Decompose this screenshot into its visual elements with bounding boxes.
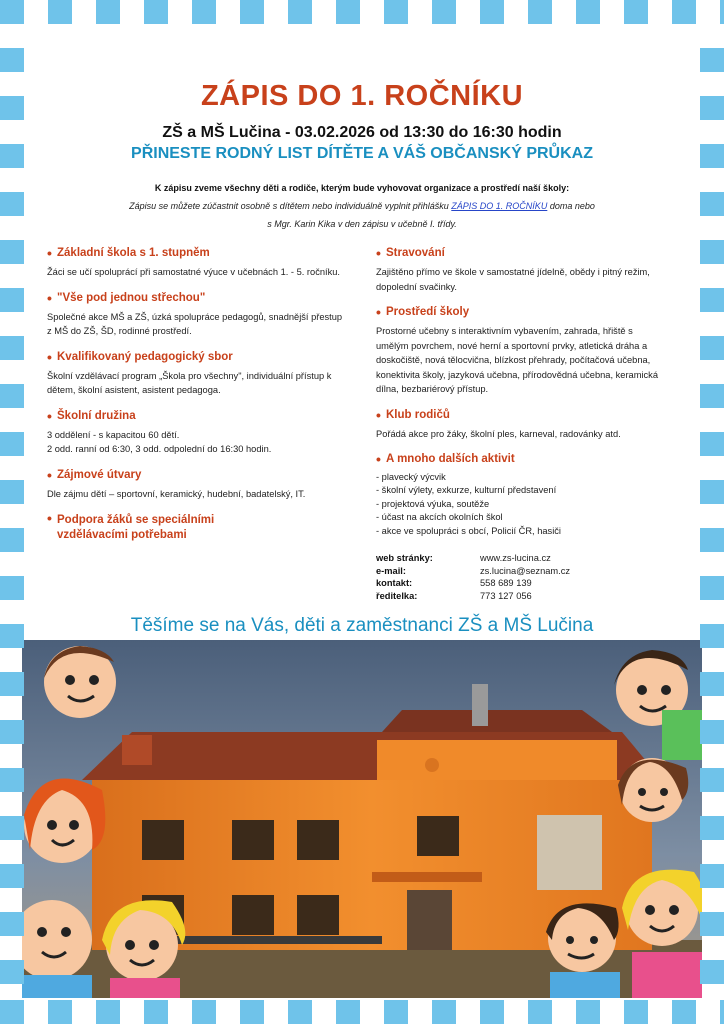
slogan: Těšíme se na Vás, děti a zaměstnanci ZŠ a MŠ Lučina [130,615,594,636]
page-title: ZÁPIS DO 1. ROČNÍKU [200,80,524,112]
list-item: - plavecký výcvik [376,472,446,482]
section-basic-school [47,247,347,280]
section-text: Prostorné učebny s interaktivním vybavením, zahrada, hřiště s umělým povrchem, nové herní a sportovní prvky, atletická dráha a doskočiště, nová tělocvična, blízkost přehrady, počítačová učebna, konektivita školy, jazyková učebna, přírodovědná učebna, keramická dílna, bezbariérový přístup. [376,326,658,394]
section-environment [376,306,666,397]
contact-label: kontakt: [376,578,413,589]
registration-link[interactable]: ZÁPIS DO 1. ROČNÍKU [451,201,548,211]
phone-value: 558 689 139 [480,578,532,589]
section-text: Dle zájmu dětí – sportovní, keramický, hudební, badatelský, IT. [47,488,306,499]
section-qualified-staff [47,351,347,398]
section-after-school [47,410,347,457]
date-subtitle: ZŠ a MŠ Lučina - 03.02.2026 od 13:30 do 16:30 hodin [162,124,562,141]
intro-line-1: K zápisu zveme všechny děti a rodiče, kterým bude vyhovovat organizace a prostředí naší školy: [154,183,570,193]
list-item: - projektová výuka, soutěže [376,498,490,509]
section-heading: • Základní škola s 1. stupněm [47,247,347,259]
right-column [376,247,666,602]
section-heading: • A mnoho dalších aktivit [376,453,666,465]
list-item: - účast na akcích okolních škol [376,512,503,523]
cartoon-kid-bottom-right [546,903,620,998]
cartoon-kid-bottom-left [22,900,92,998]
left-column [47,247,347,555]
intro-line-3: s Mgr. Karin Kika v den zápisu v učebně I. třídy. [267,219,457,229]
list-item: - školní výlety, exkurze, kulturní představení [376,485,557,496]
section-one-roof [47,292,347,339]
email-value[interactable]: zs.lucina@seznam.cz [480,565,571,576]
section-heading: • Stravování [376,247,666,259]
school-photo [22,640,702,998]
section-text-line: 3 oddělení - s kapacitou 60 dětí. [47,429,180,440]
section-heading: • "Vše pod jednou střechou" [47,292,347,304]
call-to-action: PŘINESTE RODNÝ LIST DÍTĚTE A VÁŠ OBČANSKÝ PRŮKAZ [131,145,593,162]
section-text: Společné akce MŠ a ZŠ, úzká spolupráce pedagogů, snadnější přestup z MŠ do ZŠ, ŠD, rodinné prostředí. [47,311,343,336]
cartoon-kid-top-left [44,646,116,718]
section-text-line: 2 odd. ranní od 6:30, 3 odd. odpolední do 16:30 hodin. [47,444,272,454]
contact-label: e-mail: [376,565,406,576]
section-parents-club [376,409,666,442]
section-meals [376,247,666,294]
intro-line-2: Zápisu se můžete zúčastnit osobně s dítětem nebo individuálně vyplnit přihlášku ZÁPIS DO 1. ROČNÍKU doma nebo [129,201,595,211]
activities-list [376,471,666,538]
section-heading: • Klub rodičů [376,409,666,421]
contact-label: ředitelka: [376,590,418,601]
section-heading: • Školní družina [47,410,347,422]
section-text: Žáci se učí spoluprácí při samostatné výuce v učebnách 1. - 5. ročníku. [47,267,340,277]
list-item: - akce ve spolupráci s obcí, Policií ČR, hasiči [376,525,561,536]
section-clubs [47,469,347,502]
contact-label: web stránky: [376,553,433,564]
section-text: Pořádá akce pro žáky, školní ples, karneval, radovánky atd. [376,428,621,439]
section-heading: • Prostředí školy [376,306,666,318]
section-heading: • Kvalifikovaný pedagogický sbor [47,351,347,363]
website-value[interactable]: www.zs-lucina.cz [480,553,551,564]
cartoon-kid-bottom-left-blonde [102,900,185,998]
section-text: Školní vzdělávací program „Škola pro všechny", individuální přístup k dětem, školní asistent, asistent pedagoga. [47,370,332,395]
principal-phone-value: 773 127 056 [480,590,532,601]
section-text: Zajištěno přímo ve škole v samostatné jídelně, obědy i pitný režim, dopolední svačinky. [376,267,650,292]
section-activities [376,453,666,538]
section-heading: • Podpora žáků se speciálními vzdělávacími potřebami [47,513,247,543]
section-special-needs [47,513,347,543]
section-heading: • Zájmové útvary [47,469,347,481]
contacts [376,552,666,602]
